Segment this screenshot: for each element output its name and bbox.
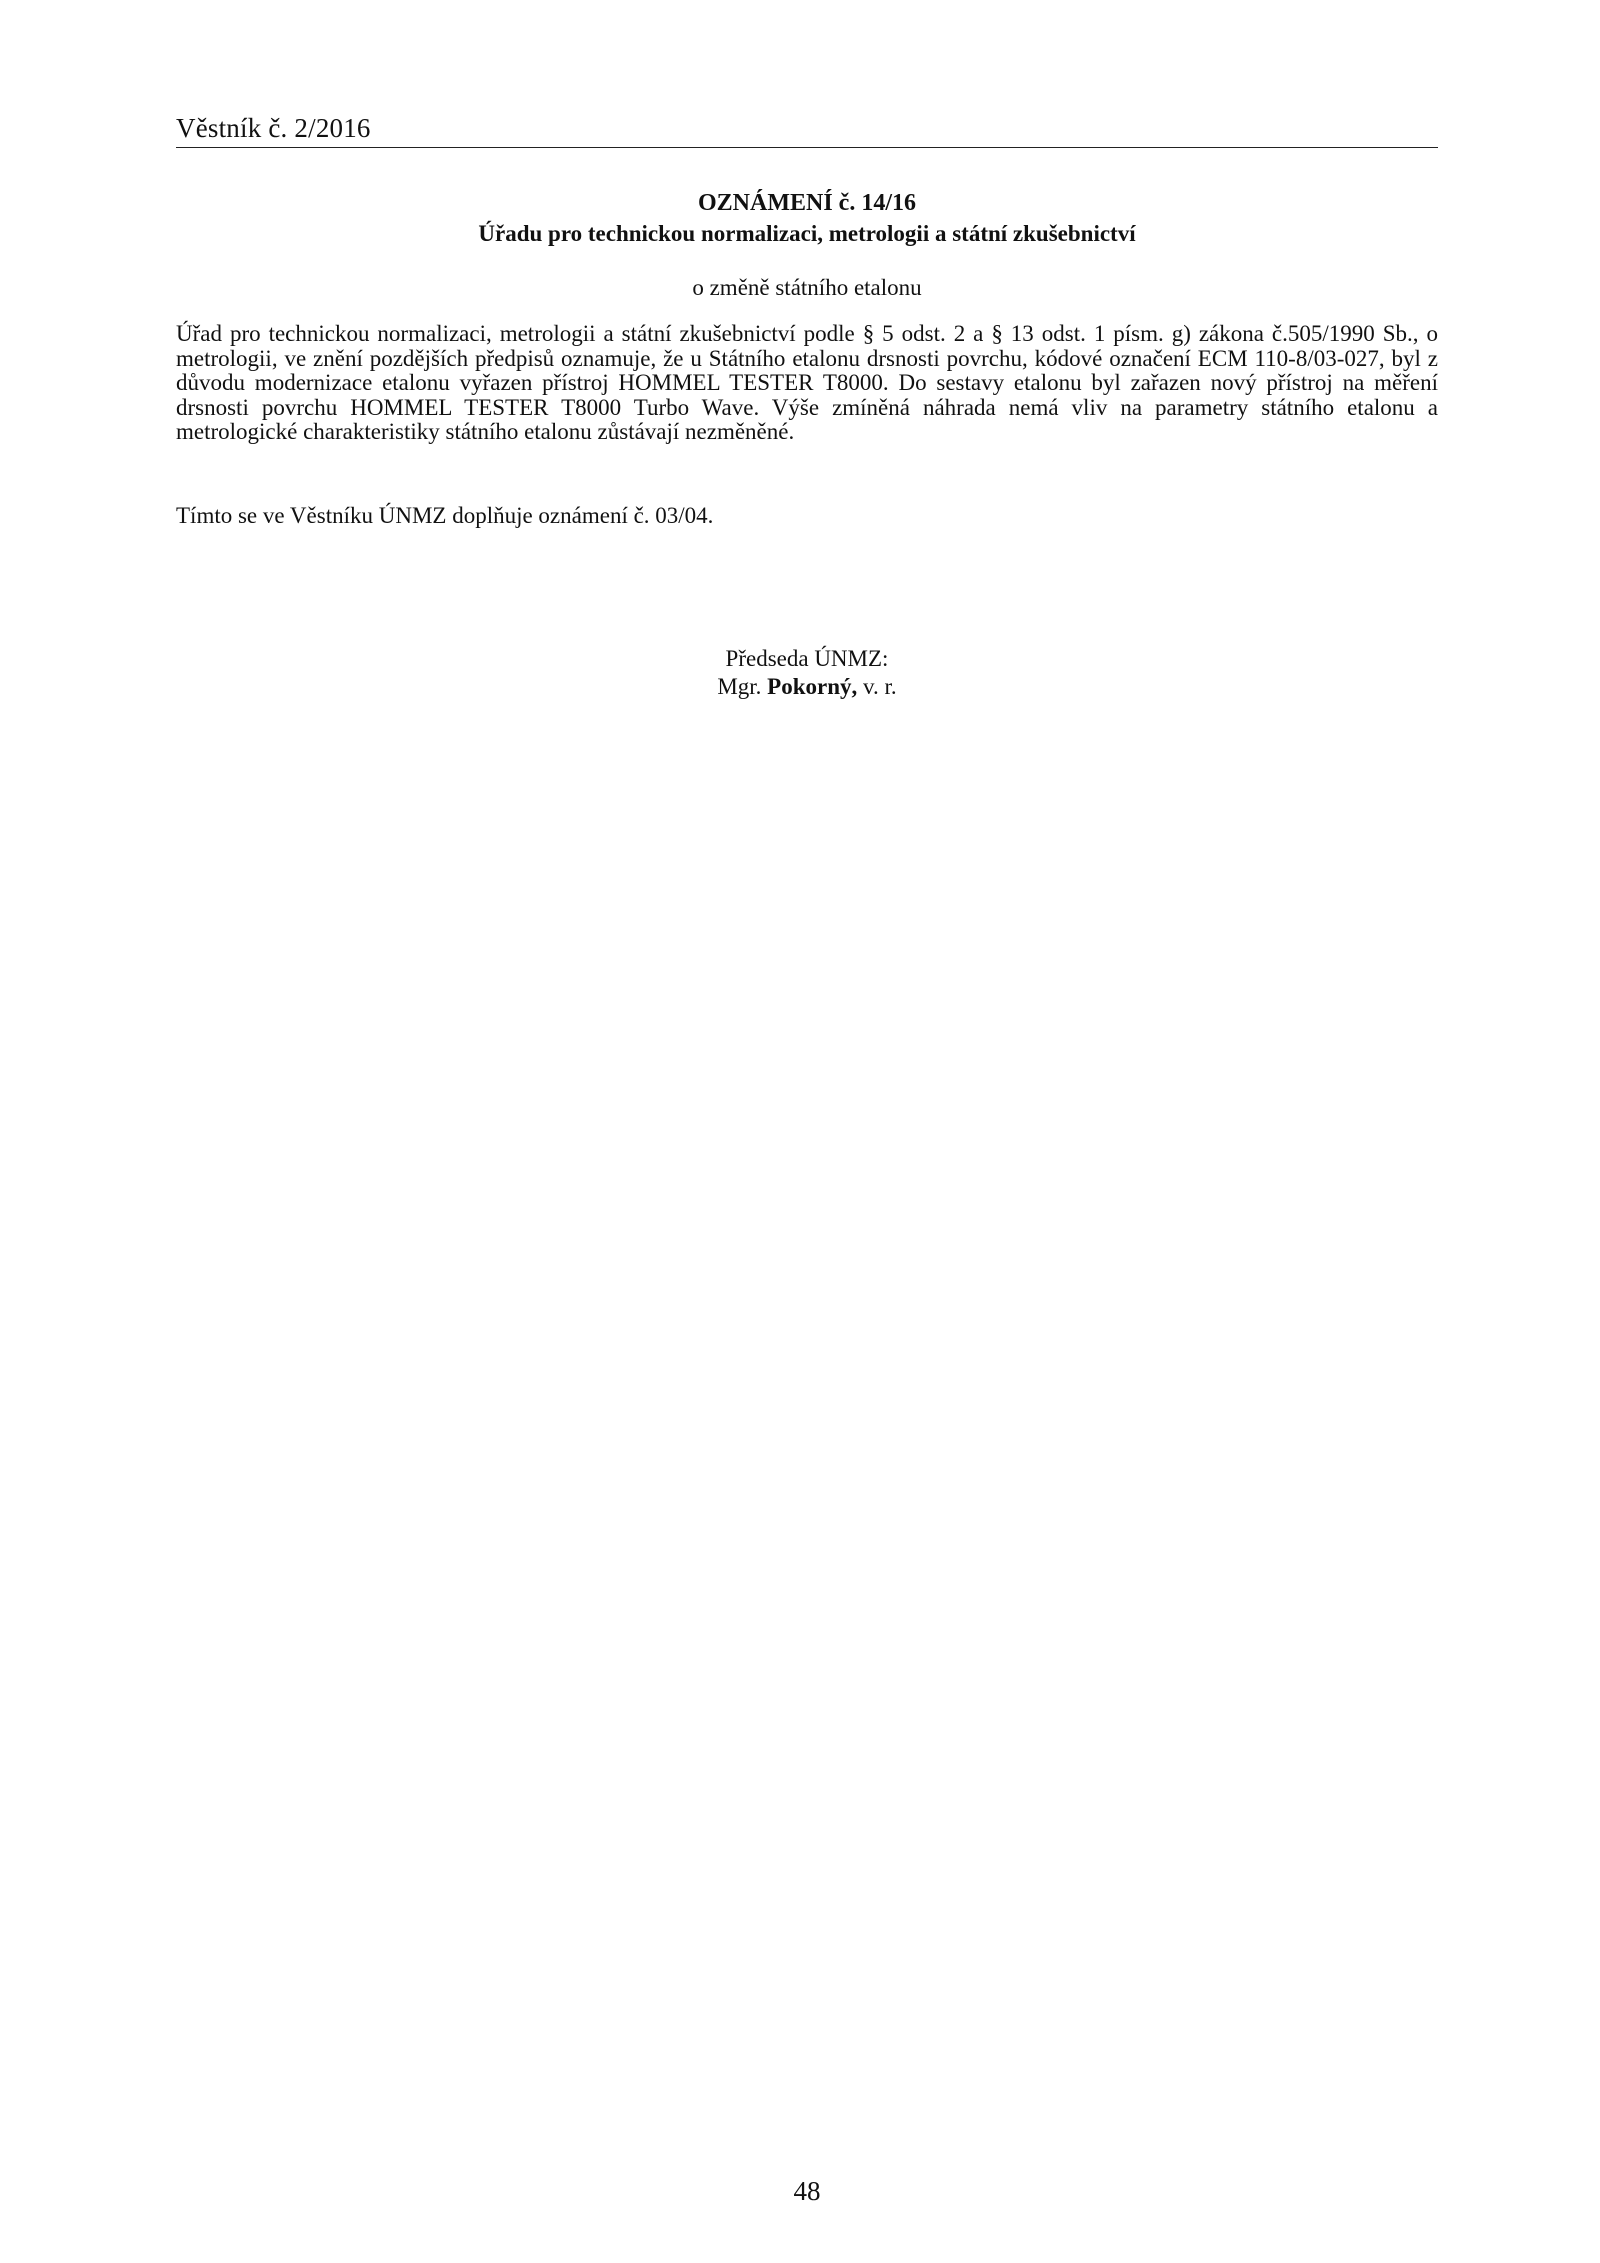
- signature-line: [176, 673, 1438, 701]
- signature-suffix: v. r.: [863, 674, 897, 699]
- signature-block: [176, 645, 1438, 701]
- page-number: 48: [793, 2176, 821, 2206]
- notice-body: Úřad pro technickou normalizaci, metrologii a státní zkušebnictví podle § 5 odst. 2 a § 13 odst. 1 písm. g) zákona č.505/1990 Sb., o metrologii, ve znění pozdějších předpisů oznamuje, že u Státního etalonu drsnosti povrchu, kódové označení ECM 110-8/03-027, byl z důvodu modernizace etalonu vyřazen přístroj HOMMEL TESTER T8000. Do sestavy etalonu byl zařazen nový přístroj na měření drsnosti povrchu HOMMEL TESTER T8000 Turbo Wave. Výše zmíněná náhrada nemá vliv na parametry státního etalonu a metrologické charakteristiky státního etalonu zůstávají nezměněné.: [176, 321, 1438, 444]
- notice-title-block: [176, 188, 1438, 303]
- notice-issuer: Úřadu pro technickou normalizaci, metrologii a státní zkušebnictví: [478, 221, 1136, 246]
- notice-subject: o změně státního etalonu: [692, 275, 922, 300]
- signature-role: Předseda ÚNMZ:: [725, 646, 889, 671]
- header-divider: [176, 147, 1438, 148]
- running-header: Věstník č. 2/2016: [176, 113, 371, 143]
- signature-title-prefix: Mgr.: [717, 674, 762, 699]
- notice-title: OZNÁMENÍ č. 14/16: [698, 190, 916, 216]
- notice-supplement: Tímto se ve Věstníku ÚNMZ doplňuje oznámení č. 03/04.: [176, 503, 714, 528]
- signature-name: Pokorný,: [767, 674, 858, 699]
